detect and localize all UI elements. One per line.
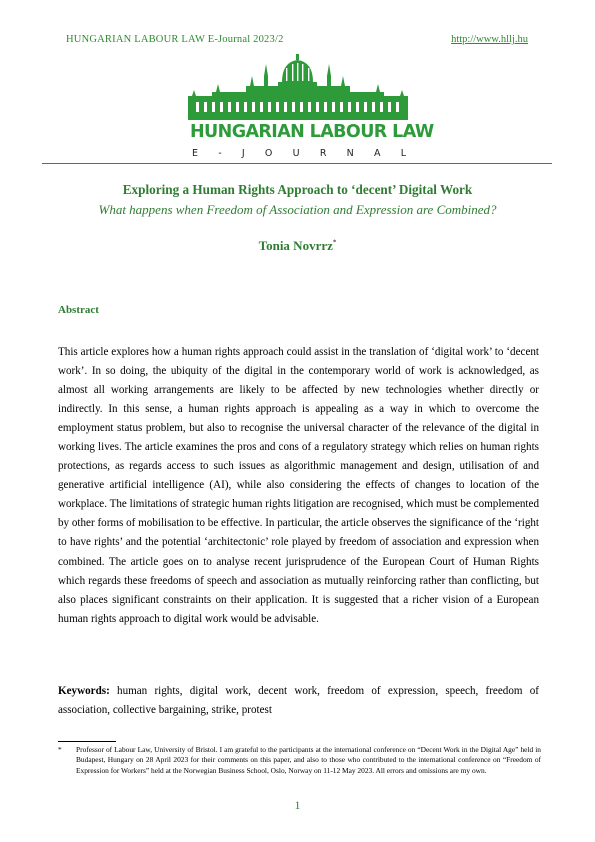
running-header: [66, 34, 528, 48]
article-subtitle: What happens when Freedom of Association and Expression are Combined?: [98, 202, 497, 217]
abstract-heading: Abstract: [58, 304, 99, 316]
logo-letter: R: [319, 148, 327, 159]
logo-letter: J: [241, 148, 245, 159]
article-title: Exploring a Human Rights Approach to ‘decent’ Digital Work: [122, 182, 473, 197]
author-footnote-mark[interactable]: *: [332, 238, 337, 247]
footnote-text: Professor of Labour Law, University of Bristol. I am grateful to the participants at the international conference on “Decent Work in the Digital Age” held in Budapest, Hungary on 28 April 2023 for their comments on this paper, and also to those who contributed to the international conference on “Freedom of Expression for Workers” held at the Norwegian Business School, Oslo, Norway on 11-12 May 2023. All errors and omissions are my own.: [76, 745, 541, 775]
keywords-label: Keywords:: [58, 685, 110, 697]
header-divider: [42, 163, 552, 164]
logo-letter: A: [373, 148, 381, 159]
logo-letter: O: [264, 148, 273, 159]
parliament-building-icon: [182, 54, 414, 122]
page-number: 1: [294, 800, 301, 812]
logo-letter: E: [192, 148, 199, 159]
footnote-mark: *: [58, 745, 62, 754]
logo-letter: -: [218, 148, 222, 159]
footnote: [58, 745, 541, 776]
logo-letter: N: [346, 148, 354, 159]
abstract-body: This article explores how a human rights approach could assist in the translation of ‘digital work’ to ‘decent work’. In so doing, the ubiquity of the digital in the contemporary world of work is acknowledged, as almost all working arrangements are likely to be affected by new technologies whether directly or indirectly. In this sense, a human rights approach is appealing as a way in which to overcome the employment status problem, but also to recognise the universal character of the relevance of the digital in working lives. The article examines the pros and cons of a regulatory strategy which relies on human rights protections, as regards access to such issues as algorithmic management and design, utilisation of and generative artificial intelligence (AI), while also considering the effects of changes to location of the workplace. The limitations of strategic human rights litigation are recognised, which must be complemented by other forms of mobilisation to be effective. In particular, the article observes the significance of the ‘right to have rights’ and the potential ‘architectonic’ role played by freedom of association and expression when combined. The article goes on to analyse recent jurisprudence of the European Court of Human Rights which regards these freedoms of speech and association as mutually reinforcing rather than conflicting, but also places significant constraints on their application. It is suggested that a richer vision of a European human rights approach to digital work would be advisable.: [58, 346, 539, 625]
journal-url-link[interactable]: http://www.hllj.hu: [451, 34, 528, 45]
author-name: [40, 238, 555, 254]
keywords-paragraph: [58, 682, 539, 720]
footnote-divider: [58, 741, 116, 742]
logo-letter: U: [292, 148, 300, 159]
journal-logo: [182, 54, 434, 162]
logo-subtitle: [192, 148, 406, 160]
keywords-text: human rights, digital work, decent work, freedom of expression, speech, freedom of association, collective bargaining, strike, protest: [58, 685, 539, 716]
author-label: Tonia Novrrz: [258, 238, 333, 253]
logo-letter: L: [400, 148, 406, 159]
journal-name: HUNGARIAN LABOUR LAW E-Journal 2023/2: [66, 34, 284, 45]
logo-title: HUNGARIAN LABOUR LAW: [190, 122, 434, 142]
